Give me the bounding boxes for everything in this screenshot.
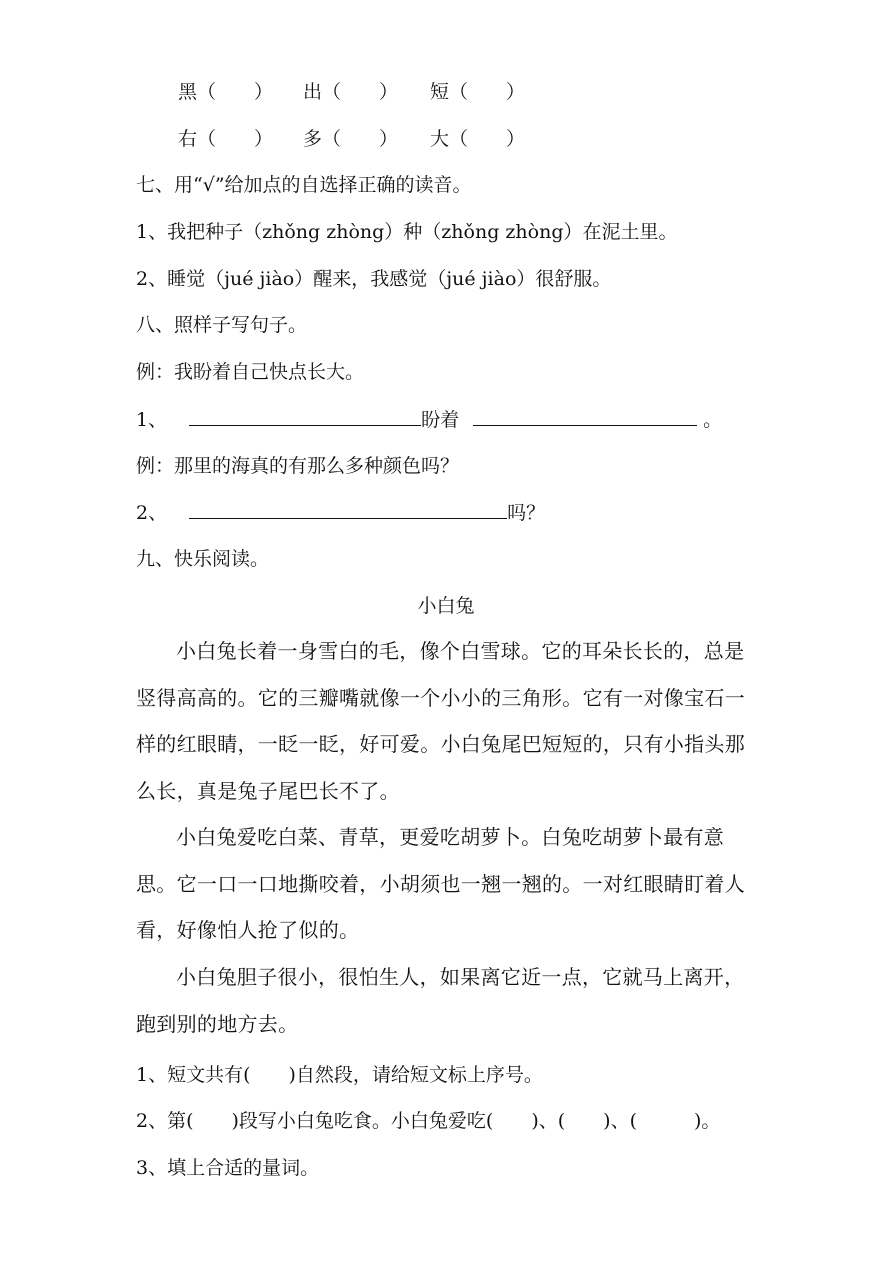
section-8-example-2: 例：那里的海真的有那么多种颜色吗？ xyxy=(136,455,460,477)
section-7-heading: 七、用“√”给加点的自选择正确的读音。 xyxy=(136,174,472,196)
answer-blank-1a[interactable] xyxy=(189,407,421,426)
item-2-number: 2、 xyxy=(136,502,168,524)
opposite-chu: 出（ ） xyxy=(303,81,399,103)
section-7-item-2: 2、睡觉（jué jiào）醒来，我感觉（jué jiào）很舒服。 xyxy=(136,268,612,290)
answer-blank-1b[interactable] xyxy=(473,407,697,426)
reading-paragraph-3: 小白兔胆子很小，很怕生人，如果离它近一点，它就马上离开，跑到别的地方去。 xyxy=(136,965,745,1036)
opposite-duan: 短（ ） xyxy=(430,81,526,103)
section-8-item-2 xyxy=(136,500,545,525)
reading-paragraph-2: 小白兔爱吃白菜、青草，更爱吃胡萝卜。白兔吃胡萝卜最有意思。它一口一口地撕咬着，小胡须也一翘一翘的。一对红眼睛盯着人看，好像怕人抢了似的。 xyxy=(136,825,745,942)
reading-paragraph-1: 小白兔长着一身雪白的毛，像个白雪球。它的耳朵长长的，总是竖得高高的。它的三瓣嘴就像一个小小的三角形。它有一对像宝石一样的红眼睛，一眨一眨，好可爱。小白兔尾巴短短的，只有小指头那么长，真是兔子尾巴长不了。 xyxy=(136,639,745,803)
section-8-example-1: 例：我盼着自己快点长大。 xyxy=(136,361,365,383)
section-9-heading: 九、快乐阅读。 xyxy=(136,548,270,570)
item-1-mid: 盼着 xyxy=(421,409,460,431)
opposite-duo: 多（ ） xyxy=(303,128,399,150)
reading-question-2: 2、第( )段写小白兔吃食。小白兔爱吃( )、( )、( )。 xyxy=(136,1110,721,1132)
reading-title: 小白兔 xyxy=(417,595,475,617)
reading-question-3: 3、填上合适的量词。 xyxy=(136,1157,320,1179)
item-2-end: 吗？ xyxy=(507,502,546,524)
section-7-item-1: 1、我把种子（zhǒng zhòng）种（zhǒng zhòng）在泥土里。 xyxy=(136,221,678,243)
item-1-number: 1、 xyxy=(136,409,168,431)
section-8-item-1 xyxy=(136,407,722,432)
opposite-you: 右（ ） xyxy=(178,128,274,150)
reading-question-1: 1、短文共有( )自然段，请给短文标上序号。 xyxy=(136,1064,543,1086)
answer-blank-2[interactable] xyxy=(189,500,507,519)
item-1-end: 。 xyxy=(703,409,723,431)
opposite-hei: 黑（ ） xyxy=(178,81,274,103)
opposite-da: 大（ ） xyxy=(430,128,526,150)
section-8-heading: 八、照样子写句子。 xyxy=(136,314,308,336)
